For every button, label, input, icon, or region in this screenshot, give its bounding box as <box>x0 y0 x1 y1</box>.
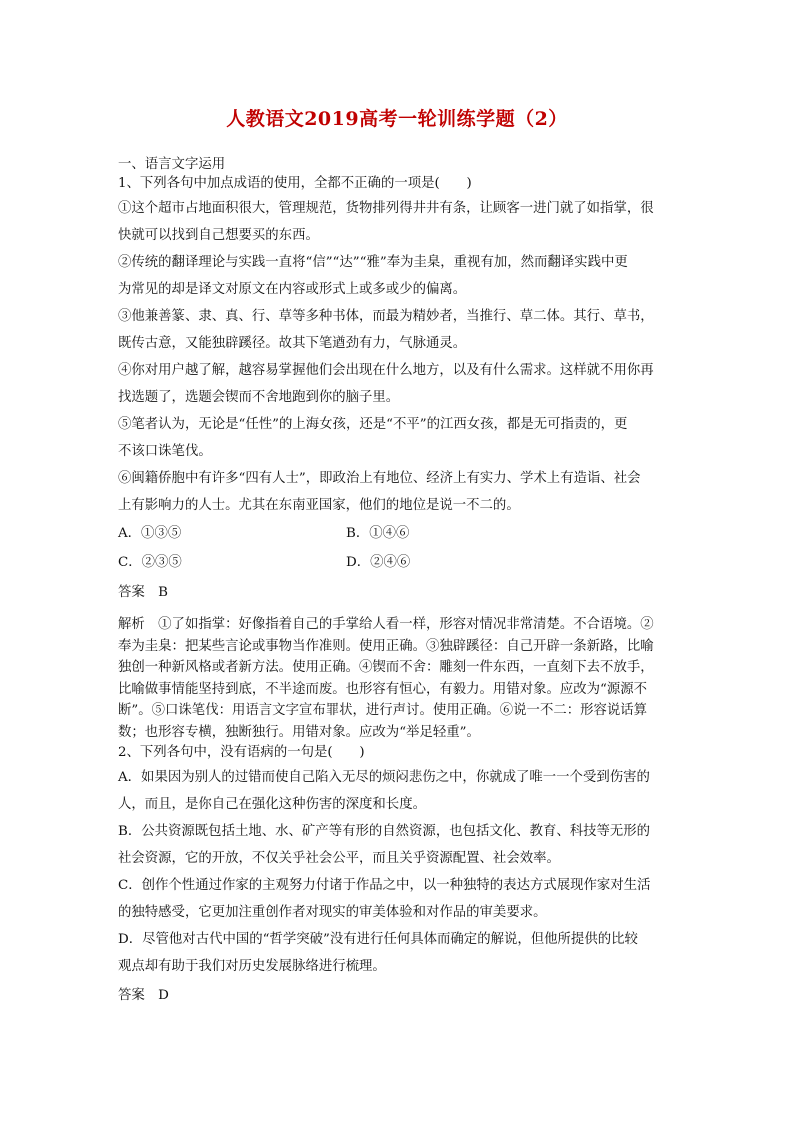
q1-options-row-2 <box>118 552 678 573</box>
q2-option-b-line-1: B．公共资源既包括土地、水、矿产等有形的自然资源，也包括文化、教育、科技等无形的 <box>118 824 651 839</box>
q2-option-b-line-2: 社会资源，它的开放，不仅关乎社会公平，而且关乎资源配置、社会效率。 <box>118 851 560 866</box>
q2-option-a-line-2: 人，而且，是你自己在强化这种伤害的深度和长度。 <box>118 797 426 812</box>
q1-item-2-line-2: 为常见的却是译文对原文在内容或形式上或多或少的偏离。 <box>118 282 467 297</box>
q1-analysis-line-5: 断”。⑤口诛笔伐：用语言文字宣布罪状，进行声讨。使用正确。⑥说一不二：形容说话算 <box>118 703 648 718</box>
q1-item-5-line-2: 不该口诛笔伐。 <box>118 444 212 459</box>
q1-item-3-line-1: ③他兼善篆、隶、真、行、草等多种书体，而最为精妙者，当推行、草二体。其行、草书， <box>118 309 654 324</box>
q1-analysis-line-1: 解析 ①了如指掌：好像指着自己的手掌给人看一样，形容对情况非常清楚。不合语境。② <box>118 617 654 632</box>
q1-item-3-line-2: 既传古意，又能独辟蹊径。故其下笔遒劲有力，气脉通灵。 <box>118 336 467 351</box>
q1-item-2-line-1: ②传统的翻译理论与实践一直将“信”“达”“雅”奉为圭臬，重视有加，然而翻译实践中更 <box>118 255 628 270</box>
q2-option-a-line-1: A．如果因为别人的过错而使自己陷入无尽的烦闷悲伤之中，你就成了唯一一个受到伤害的 <box>118 770 650 785</box>
q1-analysis-line-4: 比喻做事情能坚持到底，不半途而废。也形容有恒心，有毅力。用错对象。应改为“源源不 <box>118 681 648 697</box>
q1-options-row-1 <box>118 523 678 544</box>
q1-option-c: C．②③⑤ <box>118 555 182 570</box>
q2-option-c-line-2: 的独特感受，它更加注重创作者对现实的审美体验和对作品的审美要求。 <box>118 905 547 920</box>
q2-option-d-line-1: D．尽管他对古代中国的“哲学突破”没有进行任何具体而确定的解说，但他所提供的比较 <box>118 932 638 947</box>
q1-analysis-line-6: 数；也形容专横，独断独行。用错对象。应改为“举足轻重”。 <box>118 724 480 740</box>
q1-item-4-line-2: 找选题了，选题会锲而不舍地跑到你的脑子里。 <box>118 390 400 405</box>
q2-option-c-line-1: C．创作个性通过作家的主观努力付诸于作品之中，以一种独特的表达方式展现作家对生活 <box>118 878 651 893</box>
document-title: 人教语文2019高考一轮训练学题（2） <box>226 108 568 130</box>
q1-item-6-line-1: ⑥闽籍侨胞中有许多“四有人士”，即政治上有地位、经济上有实力、学术上有造诣、社会 <box>118 471 641 486</box>
q1-item-6-line-2: 上有影响力的人士。尤其在东南亚国家，他们的地位是说一不二的。 <box>118 498 520 513</box>
q1-item-1-line-1: ①这个超市占地面积很大，管理规范，货物排列得井井有条，让顾客一进门就了如指掌，很 <box>118 201 654 216</box>
q1-option-a: A．①③⑤ <box>118 526 182 541</box>
q1-option-d: D．②④⑥ <box>346 555 411 570</box>
q1-item-5-line-1: ⑤笔者认为，无论是“任性”的上海女孩，还是“不平”的江西女孩，都是无可指责的，更 <box>118 417 628 432</box>
q1-analysis-line-3: 独创一种新风格或者新方法。使用正确。④锲而不舍：雕刻一件东西，一直刻下去不放手， <box>118 660 654 675</box>
q1-item-4-line-1: ④你对用户越了解，越容易掌握他们会出现在什么地方，以及有什么需求。这样就不用你再 <box>118 363 654 378</box>
q1-item-1-line-2: 快就可以找到自己想要买的东西。 <box>118 228 319 243</box>
document-body <box>118 155 678 1005</box>
q1-analysis-line-2: 奉为圭臬：把某些言论或事物当作准则。使用正确。③独辟蹊径：自己开辟一条新路，比喻 <box>118 638 654 654</box>
q2-option-d-line-2: 观点却有助于我们对历史发展脉络进行梳理。 <box>118 959 386 974</box>
q1-answer: 答案 B <box>118 585 169 600</box>
q1-analysis <box>118 614 678 743</box>
question-1-stem: 1、下列各句中加点成语的使用，全都不正确的一项是( ) <box>118 176 472 191</box>
question-2-stem: 2、下列各句中，没有语病的一句是( ) <box>118 745 365 760</box>
section-heading: 一、语言文字运用 <box>118 157 226 172</box>
q1-option-b: B．①④⑥ <box>346 526 410 541</box>
q2-answer: 答案 D <box>118 988 169 1003</box>
